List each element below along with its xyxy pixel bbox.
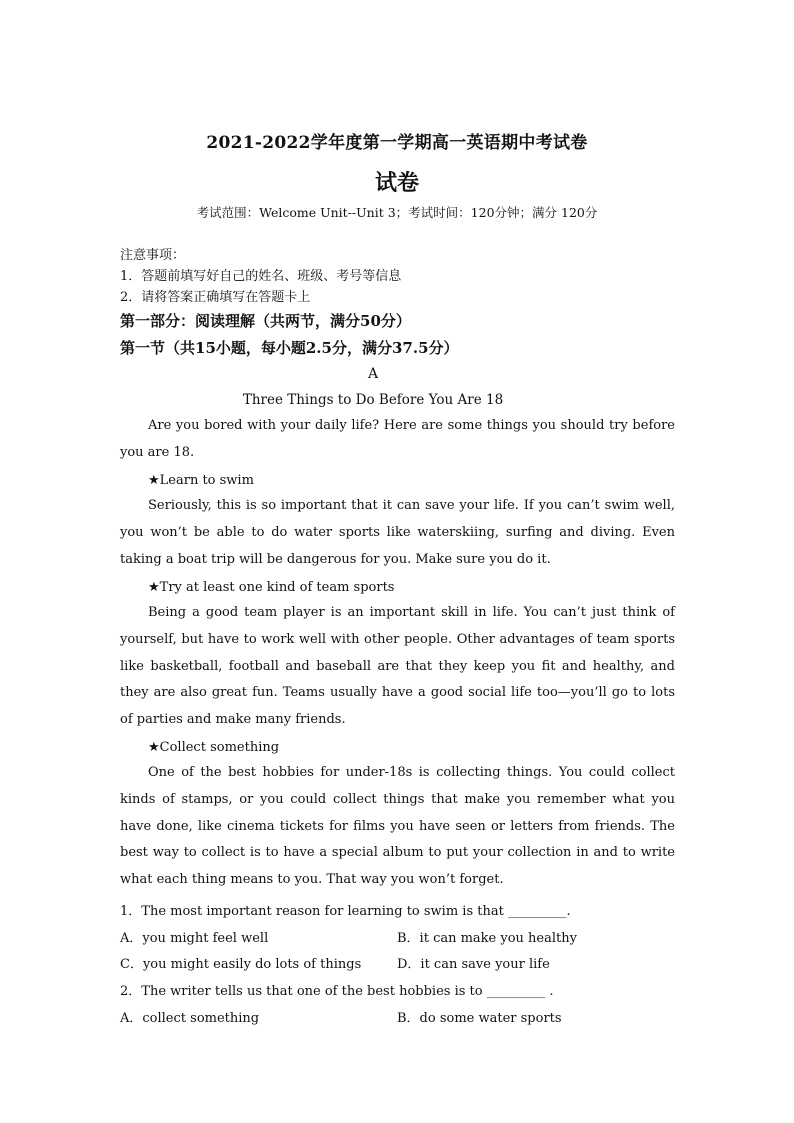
exam-title: 2021-2022学年度第一学期高一英语期中考试卷	[206, 133, 588, 153]
passage-label: A	[367, 366, 379, 382]
passage-item-heading: ★Learn to swim	[148, 473, 254, 488]
passage-item-text: One of the best hobbies for under-18s is collecting things. You could collect kinds of stamps, or you could collect things that make you remember what you have done, like cinema tickets for films you have seen or letters from friends. The best way to collect is to have a special album to put your collection in and to write what each thing means to you. That way you won’t forget.	[120, 765, 675, 888]
exam-meta: 考试范围：Welcome Unit--Unit 3；考试时间：120分钟；满分 120分	[196, 205, 598, 220]
question-option: A．you might feel well	[120, 931, 269, 946]
passage-item-text: Being a good team player is an important skill in life. You can’t just think of yourself, but have to work well with other people. Other advantages of team sports like basketball, football and baseball are that they keep you fit and healthy, and they are also great fun. Teams usually have a good social life too—you’ll go to lots of parties and make many friends.	[120, 605, 675, 728]
question-option: A．collect something	[120, 1011, 260, 1026]
part-heading: 第一部分：阅读理解（共两节，满分50分）	[120, 312, 411, 330]
exam-subtitle: 试卷	[374, 170, 419, 196]
note-item: 2．请将答案正确填写在答题卡上	[120, 290, 311, 305]
passage-item-heading: ★Collect something	[148, 740, 280, 755]
note-item: 1．答题前填写好自己的姓名、班级、考号等信息	[120, 269, 402, 284]
passage-title: Three Things to Do Before You Are 18	[242, 392, 504, 408]
question-option: D．it can save your life	[397, 957, 550, 972]
question-option: B．do some water sports	[397, 1011, 562, 1026]
question-stem: 2．The writer tells us that one of the best hobbies is to _________ .	[120, 984, 554, 999]
question-stem: 1．The most important reason for learning to swim is that _________.	[120, 904, 571, 919]
section-heading: 第一节（共15小题，每小题2.5分，满分37.5分）	[120, 339, 459, 357]
passage-intro: Are you bored with your daily life? Here are some things you should try before you are 18.	[120, 418, 675, 460]
passage-item-heading: ★Try at least one kind of team sports	[148, 580, 395, 595]
question-option: B．it can make you healthy	[397, 931, 577, 946]
question-option: C．you might easily do lots of things	[120, 957, 362, 972]
passage-item-text: Seriously, this is so important that it can save your life. If you can’t swim well, you won’t be able to do water sports like waterskiing, surfing and diving. Even taking a boat trip will be dangerous for you. Make sure you do it.	[120, 498, 675, 567]
notes-heading: 注意事项：	[120, 248, 186, 263]
